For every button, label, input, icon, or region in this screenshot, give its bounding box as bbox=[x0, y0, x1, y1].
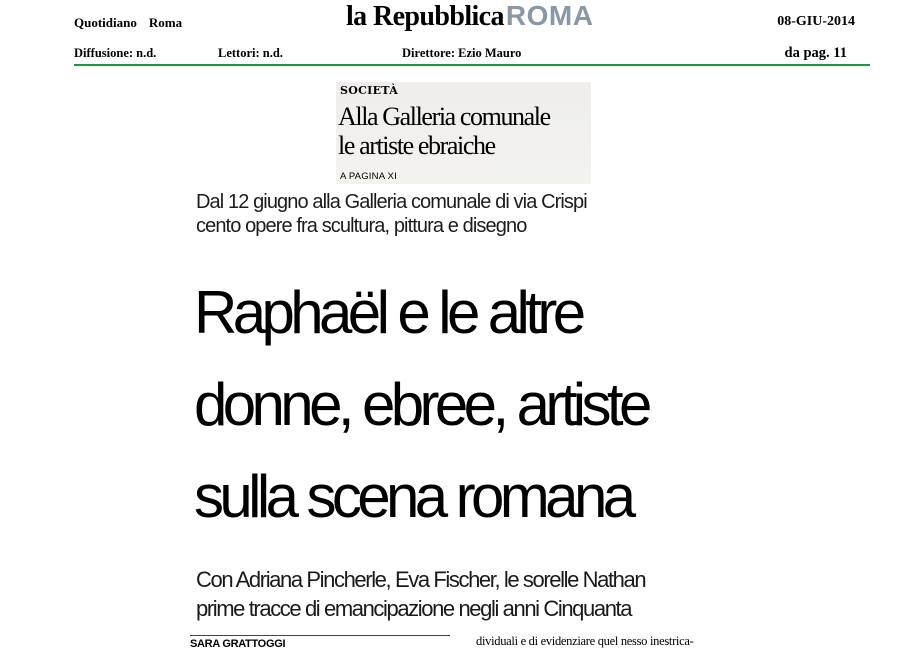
teaser-kicker: SOCIETÀ bbox=[340, 84, 399, 97]
byline-divider bbox=[190, 635, 450, 636]
article-body bbox=[476, 633, 746, 649]
article-subheadline bbox=[196, 565, 756, 623]
publication-type: Quotidiano bbox=[74, 15, 137, 30]
teaser-headline bbox=[338, 102, 590, 160]
headline-line: sulla scena romana bbox=[194, 463, 632, 530]
masthead-city: ROMA bbox=[505, 0, 594, 31]
issue-date: 08-GIU-2014 bbox=[777, 14, 855, 29]
teaser-headline-line: le artiste ebraiche bbox=[338, 131, 495, 160]
publication-info bbox=[74, 15, 182, 31]
headline-line: Raphaël e le altre bbox=[194, 279, 582, 346]
publication-city: Roma bbox=[148, 15, 183, 30]
circulation-info: Diffusione: n.d. bbox=[74, 46, 157, 60]
masthead-logo bbox=[346, 0, 593, 34]
headline-line: donne, ebree, artiste bbox=[194, 371, 648, 438]
article-headline bbox=[194, 267, 834, 543]
readers-info: Lettori: n.d. bbox=[218, 46, 283, 60]
editor-info: Direttore: Ezio Mauro bbox=[402, 46, 522, 60]
body-line: dividuali e di evidenziare quel nesso inestrica- bbox=[476, 634, 694, 648]
subheadline-line: Con Adriana Pincherle, Eva Fischer, le sorelle Nathan bbox=[196, 567, 646, 592]
article-byline: SARA GRATTOGGI bbox=[190, 638, 286, 650]
teaser-headline-line: Alla Galleria comunale bbox=[338, 102, 550, 131]
kicker-line: Dal 12 giugno alla Galleria comunale di via Crispi bbox=[196, 191, 587, 213]
teaser-page-ref: A PAGINA XI bbox=[340, 171, 397, 182]
page-reference: da pag. 11 bbox=[784, 45, 847, 61]
header-divider bbox=[74, 64, 870, 66]
masthead-brand: la Repubblica bbox=[346, 1, 504, 32]
subheadline-line: prime tracce di emancipazione negli anni Cinquanta bbox=[196, 596, 632, 621]
article-kicker bbox=[196, 190, 716, 238]
front-page-teaser bbox=[336, 82, 591, 184]
kicker-line: cento opere fra scultura, pittura e disegno bbox=[196, 215, 527, 237]
